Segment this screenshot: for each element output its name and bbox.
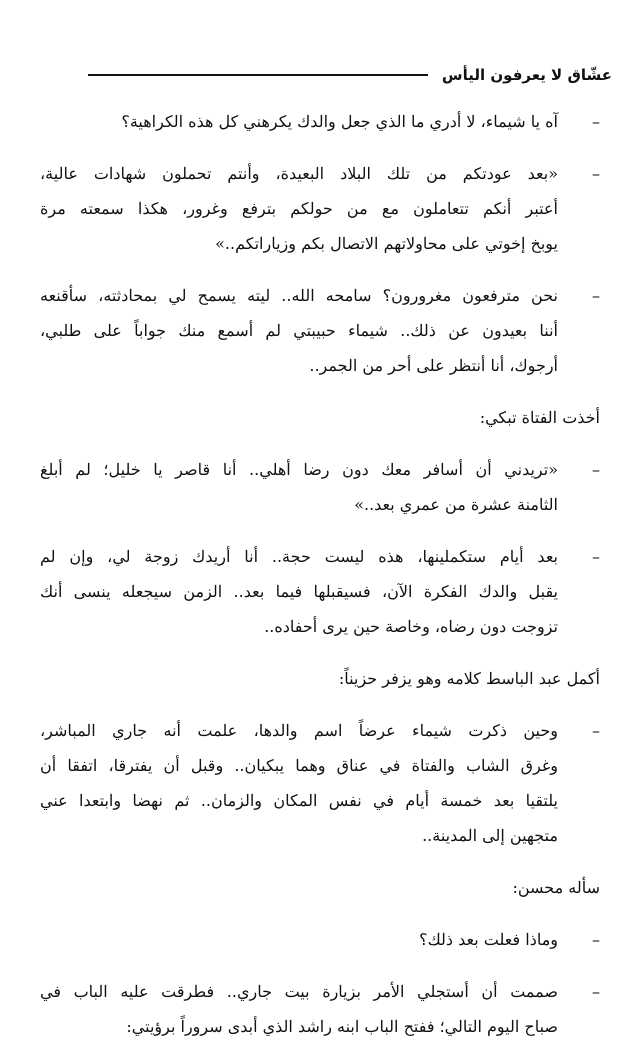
line-text: آه يا شيماء، لا أدري ما الذي جعل والدك يكرهني كل هذه الكراهية؟ [121, 112, 558, 131]
line-text: يقبل والدك الفكرة الآن، فسيقبلها فيما بعد.. الزمن سيجعله ينسى أنك [40, 582, 558, 601]
dialogue-dash: – [592, 112, 600, 131]
line-text: متجهين إلى المدينة.. [422, 826, 558, 845]
dialogue-paragraph [40, 452, 600, 522]
text-line [40, 609, 600, 644]
line-text: سأله محسن: [512, 878, 600, 897]
line-text: نحن مترفعون مغرورون؟ سامحه الله.. ليته يسمح لي بمحادثته، سأقنعه [40, 286, 558, 305]
line-text: صممت أن أستجلي الأمر بزيارة بيت جاري.. فطرقت عليه الباب في [40, 982, 559, 1001]
text-line [40, 191, 600, 226]
dialogue-dash: – [592, 460, 600, 479]
text-line [40, 922, 600, 957]
text-line [40, 313, 600, 348]
text-line [40, 487, 600, 522]
line-text: «تريدني أن أسافر معك دون رضا أهلي.. أنا قاصر يا خليل؛ لم أبلغ [40, 460, 558, 479]
running-header [88, 60, 612, 90]
dialogue-paragraph [40, 713, 600, 853]
line-text: أكمل عبد الباسط كلامه وهو يزفر حزيناً: [338, 669, 600, 688]
text-line [40, 661, 600, 696]
dialogue-dash: – [592, 164, 600, 183]
line-text: وحين ذكرت شيماء عرضاً اسم والدها، علمت أنه جاري المباشر، [40, 721, 558, 740]
dialogue-paragraph [40, 974, 600, 1044]
dialogue-paragraph [40, 156, 600, 261]
line-text: صباح اليوم التالي؛ ففتح الباب ابنه راشد الذي أبدى سروراً برؤيتي: [126, 1017, 558, 1036]
text-line [40, 539, 600, 574]
text-line [40, 713, 600, 748]
text-line [40, 226, 600, 261]
text-line [40, 156, 600, 191]
dialogue-paragraph [40, 539, 600, 644]
dialogue-dash: – [592, 930, 600, 949]
running-title: عشّاق لا يعرفون اليأس [441, 66, 612, 84]
line-text: يلتقيا بعد خمسة أيام في نفس المكان والزمان.. ثم نهضا وابتعدا عني [40, 791, 558, 810]
text-line [40, 278, 600, 313]
line-text: وغرق الشاب والفتاة في عناق وهما يبكيان.. وقبل أن يفترقا، اتفقا أن [40, 756, 558, 775]
dialogue-paragraph [40, 278, 600, 383]
text-line [40, 400, 600, 435]
dialogue-paragraph [40, 922, 600, 957]
line-text: بعد أيام ستكملينها، هذه ليست حجة.. أنا أريدك زوجة لي، وإن لم [40, 547, 558, 566]
narration-paragraph [40, 400, 600, 435]
line-text: أننا بعيدون عن ذلك.. شيماء حبيبتي لم أسمع منك جواباً على طلبي، [40, 321, 558, 340]
dialogue-dash: – [592, 982, 600, 1001]
dialogue-paragraph [40, 104, 600, 139]
text-line [40, 104, 600, 139]
text-line [40, 783, 600, 818]
line-text: الثامنة عشرة من عمري بعد..» [354, 495, 558, 514]
text-line [40, 818, 600, 853]
line-text: تزوجت دون رضاه، وخاصة حين يرى أحفاده.. [264, 617, 558, 636]
dialogue-dash: – [592, 547, 600, 566]
text-line [40, 452, 600, 487]
dialogue-dash: – [592, 286, 600, 305]
line-text: «بعد عودتكم من تلك البلاد البعيدة، وأنتم تحملون شهادات عالية، [40, 164, 558, 183]
text-line [40, 870, 600, 905]
narration-paragraph [40, 661, 600, 696]
line-text: يوبخ إخوتي على محاولاتهم الاتصال بكم وزياراتكم..» [215, 234, 558, 253]
dialogue-dash: – [592, 721, 600, 740]
line-text: أخذت الفتاة تبكي: [479, 408, 600, 427]
narration-paragraph [40, 870, 600, 905]
text-line [40, 1009, 600, 1044]
line-text: أرجوك، أنا أنتظر على أحر من الجمر.. [309, 356, 558, 375]
line-text: أعتبر أنكم تتعاملون مع من حولكم بترفع وغرور، هكذا سمعته مرة [40, 199, 558, 218]
line-text: وماذا فعلت بعد ذلك؟ [419, 930, 558, 949]
text-line [40, 974, 600, 1009]
header-rule [88, 74, 428, 76]
text-line [40, 748, 600, 783]
text-line [40, 574, 600, 609]
text-line [40, 348, 600, 383]
body-text [40, 104, 600, 1061]
